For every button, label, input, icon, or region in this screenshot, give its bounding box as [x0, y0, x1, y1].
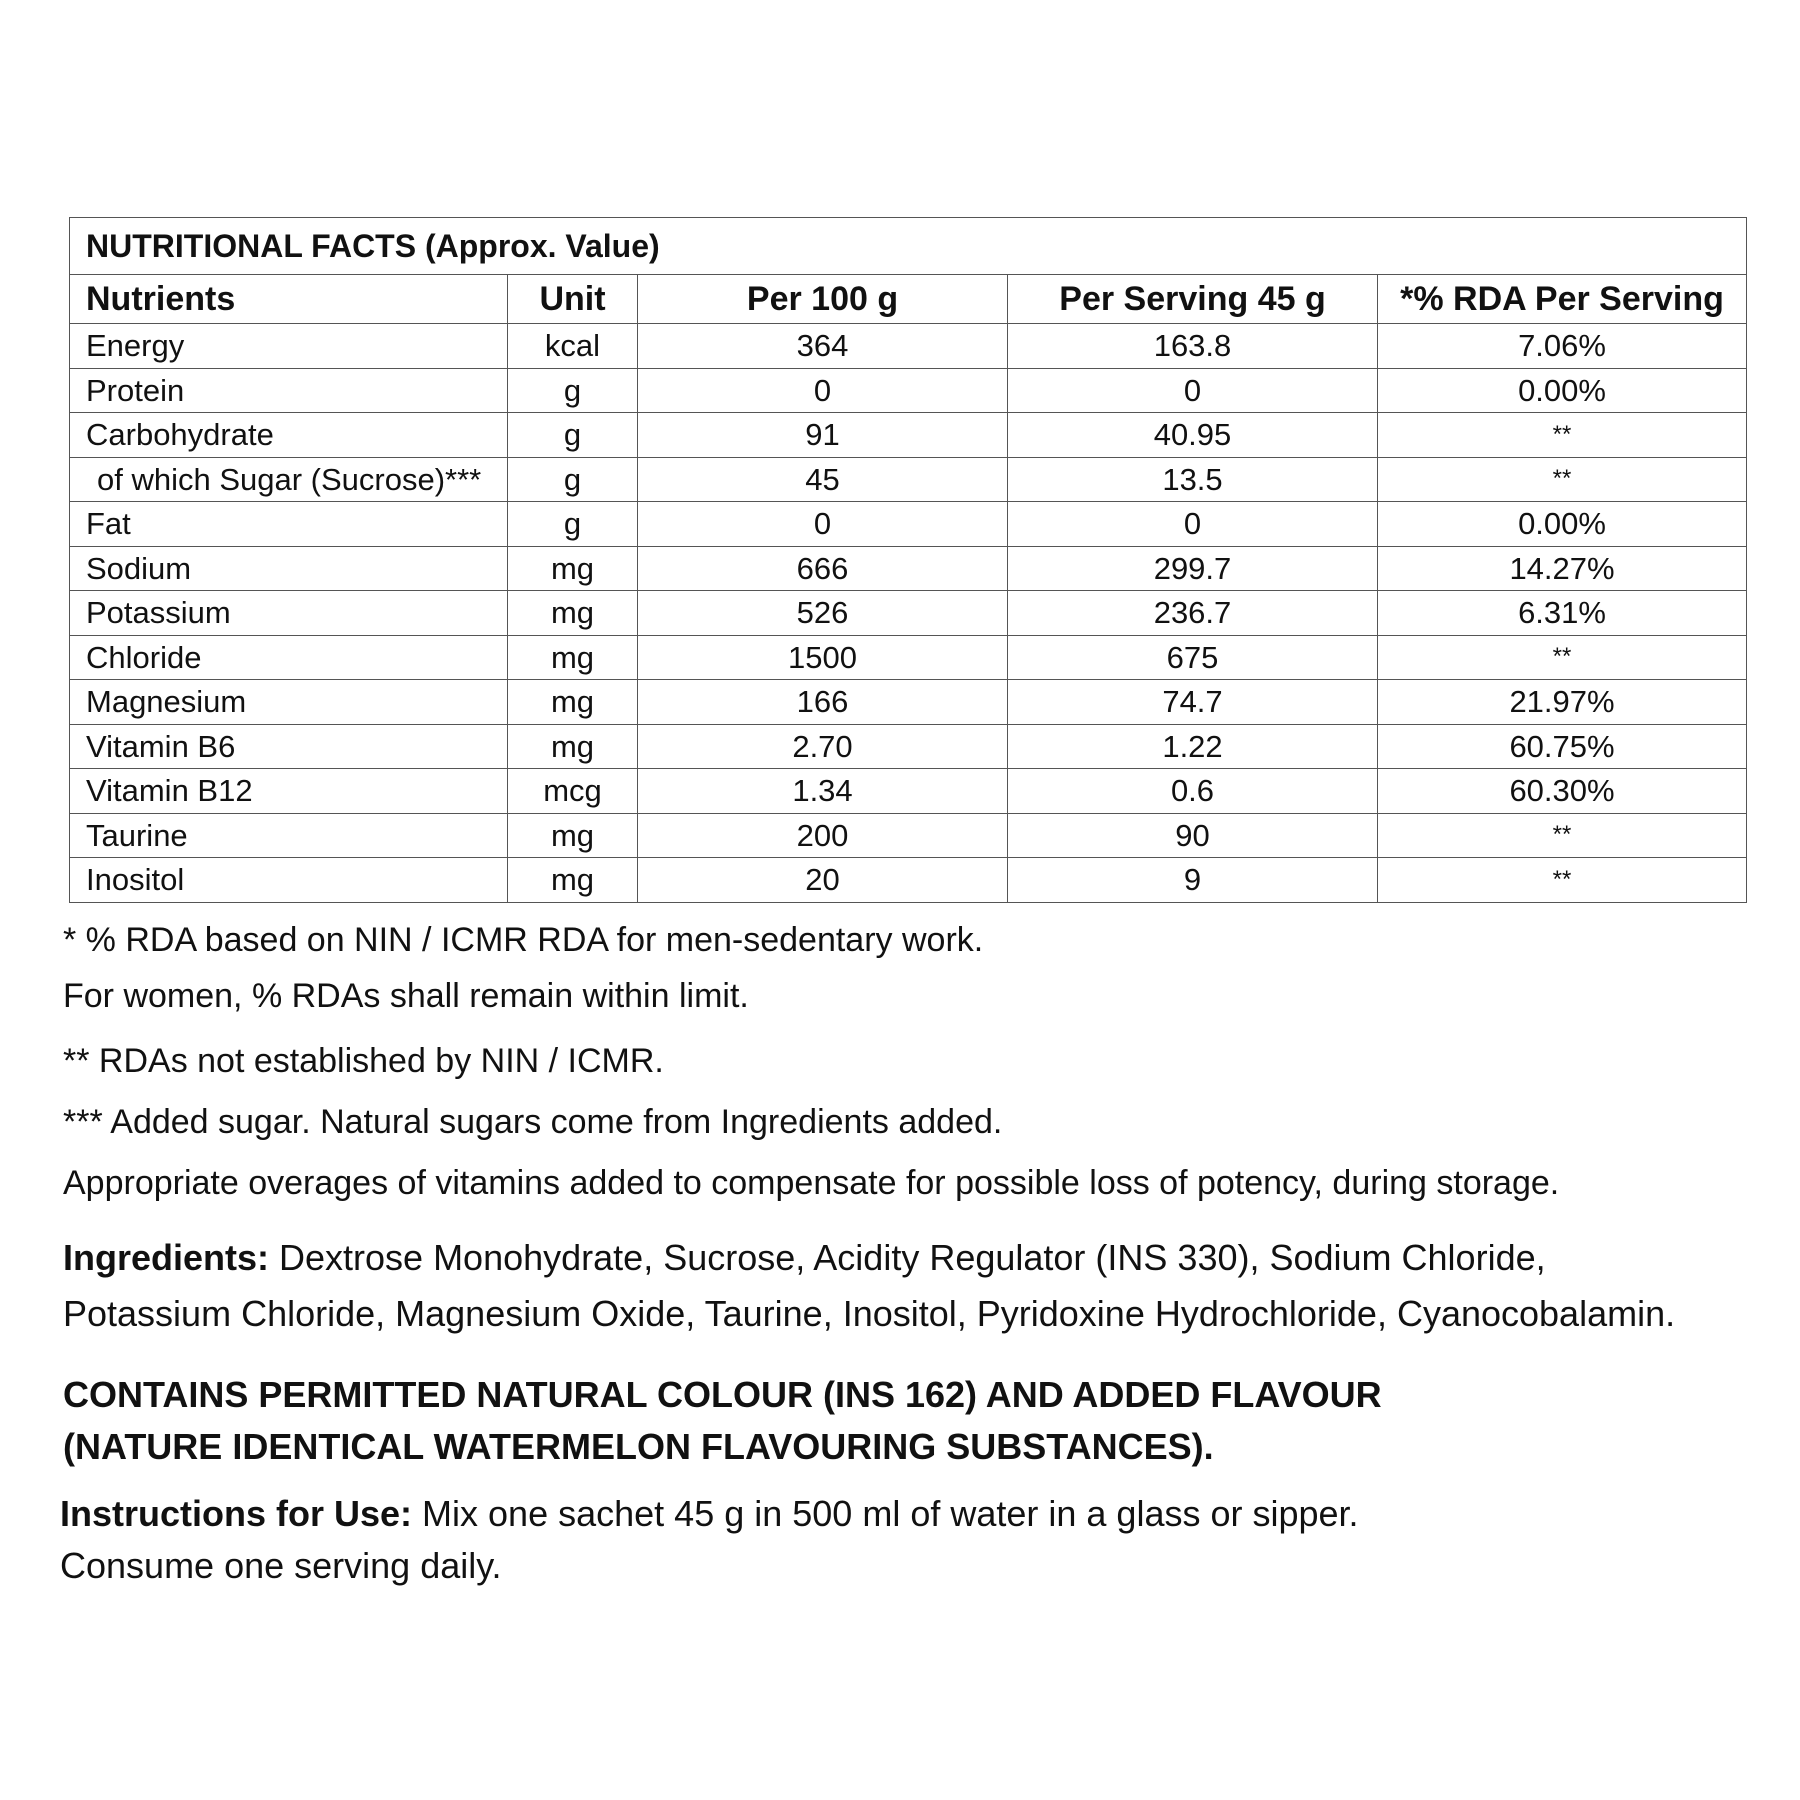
- unit-cell: g: [508, 502, 638, 547]
- unit-cell: g: [508, 457, 638, 502]
- per-100g-cell: 1500: [638, 635, 1008, 680]
- table-row: [70, 724, 1747, 769]
- per-100g-cell: 200: [638, 813, 1008, 858]
- unit-cell: g: [508, 368, 638, 413]
- unit-cell: kcal: [508, 324, 638, 369]
- rda-cell: 21.97%: [1378, 680, 1747, 725]
- nutrient-name: Vitamin B12: [70, 769, 508, 814]
- note-not-established: ** RDAs not established by NIN / ICMR.: [63, 1042, 664, 1080]
- table-row: [70, 368, 1747, 413]
- instructions-text-1: Mix one sachet 45 g in 500 ml of water in a glass or sipper.: [412, 1493, 1359, 1534]
- unit-cell: mg: [508, 813, 638, 858]
- nutrient-name: of which Sugar (Sucrose)***: [70, 457, 508, 502]
- rda-cell: **: [1378, 413, 1747, 458]
- per-100g-cell: 0: [638, 502, 1008, 547]
- table-row: [70, 813, 1747, 858]
- ingredients-text-1: Dextrose Monohydrate, Sucrose, Acidity Regulator (INS 330), Sodium Chloride,: [269, 1237, 1546, 1278]
- rda-cell: **: [1378, 858, 1747, 903]
- per-100g-cell: 2.70: [638, 724, 1008, 769]
- rda-cell: **: [1378, 813, 1747, 858]
- note-overages: Appropriate overages of vitamins added to compensate for possible loss of potency, during storage.: [63, 1164, 1560, 1202]
- nutrition-facts-table: [69, 217, 1747, 903]
- per-serving-cell: 13.5: [1008, 457, 1378, 502]
- unit-cell: mg: [508, 635, 638, 680]
- instructions-line-2: Consume one serving daily.: [60, 1545, 502, 1586]
- instructions-line-1: [60, 1488, 1359, 1540]
- per-serving-cell: 0: [1008, 368, 1378, 413]
- table-row: [70, 680, 1747, 725]
- unit-cell: mg: [508, 591, 638, 636]
- colour-statement-line-2: (NATURE IDENTICAL WATERMELON FLAVOURING SUBSTANCES).: [63, 1426, 1214, 1467]
- ingredients-line-2: Potassium Chloride, Magnesium Oxide, Taurine, Inositol, Pyridoxine Hydrochloride, Cyanocobalamin.: [63, 1293, 1676, 1334]
- per-100g-cell: 91: [638, 413, 1008, 458]
- table-row: [70, 546, 1747, 591]
- unit-cell: mcg: [508, 769, 638, 814]
- per-serving-cell: 0: [1008, 502, 1378, 547]
- nutrient-name: Inositol: [70, 858, 508, 903]
- per-100g-cell: 166: [638, 680, 1008, 725]
- per-100g-cell: 0: [638, 368, 1008, 413]
- rda-cell: 6.31%: [1378, 591, 1747, 636]
- nutrient-name: Vitamin B6: [70, 724, 508, 769]
- per-serving-cell: 9: [1008, 858, 1378, 903]
- rda-cell: 14.27%: [1378, 546, 1747, 591]
- colour-statement-line-1: CONTAINS PERMITTED NATURAL COLOUR (INS 162) AND ADDED FLAVOUR: [63, 1374, 1382, 1415]
- nutrient-name: Potassium: [70, 591, 508, 636]
- unit-cell: mg: [508, 858, 638, 903]
- per-serving-cell: 299.7: [1008, 546, 1378, 591]
- header-rda: *% RDA Per Serving: [1378, 275, 1747, 324]
- instructions-paragraph: [60, 1488, 1359, 1592]
- table-row: [70, 457, 1747, 502]
- nutrient-name: Carbohydrate: [70, 413, 508, 458]
- rda-cell: **: [1378, 457, 1747, 502]
- per-100g-cell: 666: [638, 546, 1008, 591]
- table-row: [70, 413, 1747, 458]
- per-100g-cell: 45: [638, 457, 1008, 502]
- per-serving-cell: 236.7: [1008, 591, 1378, 636]
- per-serving-cell: 675: [1008, 635, 1378, 680]
- rda-cell: 0.00%: [1378, 502, 1747, 547]
- per-100g-cell: 20: [638, 858, 1008, 903]
- per-serving-cell: 40.95: [1008, 413, 1378, 458]
- table-title: NUTRITIONAL FACTS (Approx. Value): [70, 218, 1747, 275]
- table-row: [70, 769, 1747, 814]
- per-serving-cell: 90: [1008, 813, 1378, 858]
- unit-cell: mg: [508, 724, 638, 769]
- table-header-row: [70, 275, 1747, 324]
- rda-cell: 60.75%: [1378, 724, 1747, 769]
- header-unit: Unit: [508, 275, 638, 324]
- note-rda-basis: * % RDA based on NIN / ICMR RDA for men-sedentary work.: [63, 921, 984, 959]
- colour-statement: [63, 1369, 1382, 1473]
- unit-cell: mg: [508, 546, 638, 591]
- per-serving-cell: 1.22: [1008, 724, 1378, 769]
- ingredients-label: Ingredients:: [63, 1237, 270, 1278]
- nutrient-name: Magnesium: [70, 680, 508, 725]
- per-serving-cell: 0.6: [1008, 769, 1378, 814]
- table-row: [70, 502, 1747, 547]
- rda-cell: 0.00%: [1378, 368, 1747, 413]
- unit-cell: mg: [508, 680, 638, 725]
- nutrient-name: Sodium: [70, 546, 508, 591]
- per-serving-cell: 74.7: [1008, 680, 1378, 725]
- per-100g-cell: 526: [638, 591, 1008, 636]
- table-title-row: [70, 218, 1747, 275]
- rda-cell: 60.30%: [1378, 769, 1747, 814]
- per-serving-cell: 163.8: [1008, 324, 1378, 369]
- header-nutrients: Nutrients: [70, 275, 508, 324]
- instructions-label: Instructions for Use:: [60, 1493, 413, 1534]
- per-100g-cell: 1.34: [638, 769, 1008, 814]
- ingredients-line-1: [63, 1230, 1675, 1286]
- nutrient-name: Energy: [70, 324, 508, 369]
- ingredients-paragraph: [63, 1230, 1675, 1342]
- nutrient-name: Chloride: [70, 635, 508, 680]
- note-women: For women, % RDAs shall remain within limit.: [63, 977, 749, 1015]
- nutrient-name: Protein: [70, 368, 508, 413]
- per-100g-cell: 364: [638, 324, 1008, 369]
- table-row: [70, 591, 1747, 636]
- nutrient-name: Taurine: [70, 813, 508, 858]
- unit-cell: g: [508, 413, 638, 458]
- rda-cell: **: [1378, 635, 1747, 680]
- table-row: [70, 635, 1747, 680]
- header-per-serving: Per Serving 45 g: [1008, 275, 1378, 324]
- header-per-100g: Per 100 g: [638, 275, 1008, 324]
- table-row: [70, 858, 1747, 903]
- nutrient-name: Fat: [70, 502, 508, 547]
- rda-cell: 7.06%: [1378, 324, 1747, 369]
- note-added-sugar: *** Added sugar. Natural sugars come from Ingredients added.: [63, 1103, 1003, 1141]
- table-row: [70, 324, 1747, 369]
